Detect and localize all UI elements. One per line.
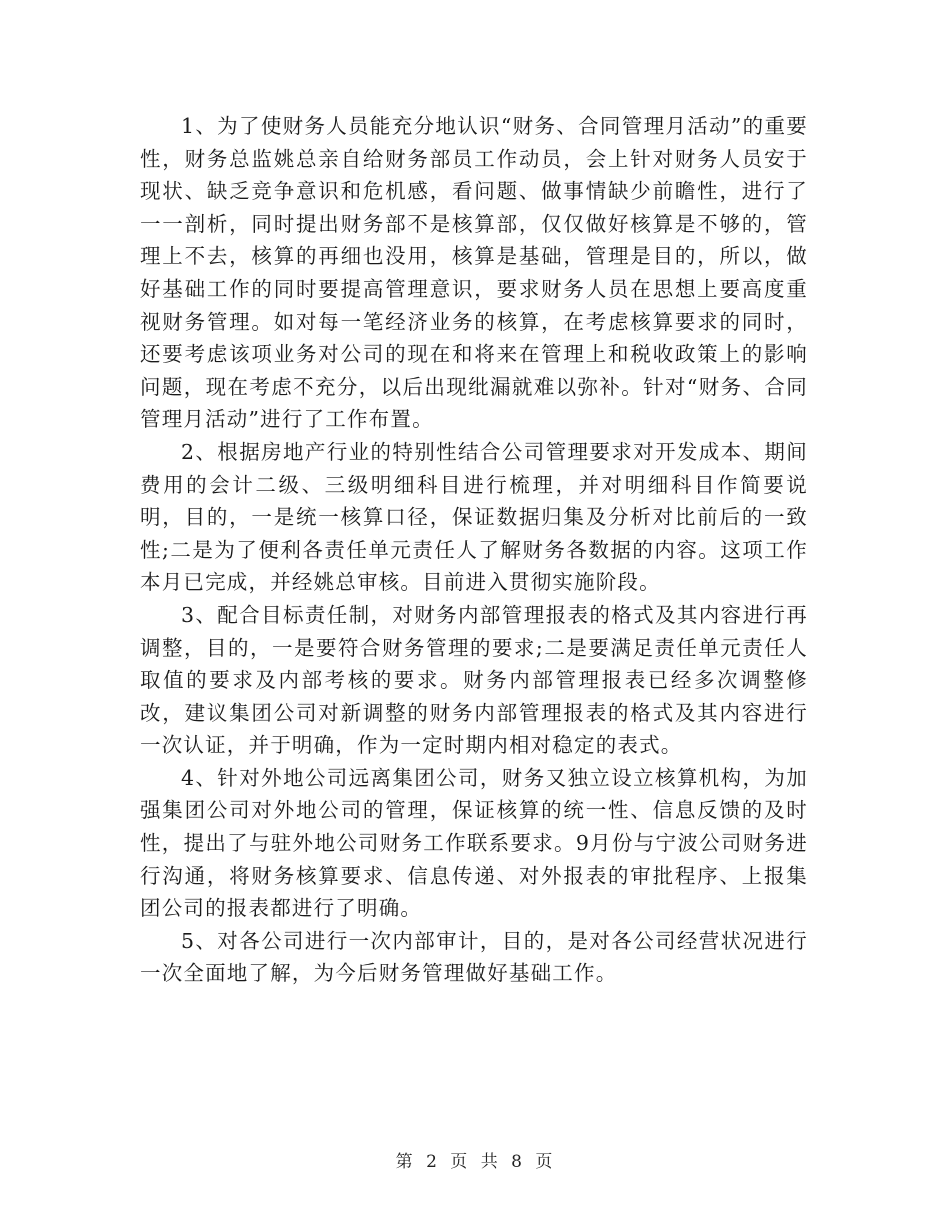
footer-suffix: 页: [535, 1152, 555, 1172]
document-body: [140, 110, 808, 990]
paragraph-3: 3、配合目标责任制，对财务内部管理报表的格式及其内容进行再调整，目的，一是要符合财务管理的要求;二是要满足责任单元责任人取值的要求及内部考核的要求。财务内部管理报表已经多次调整修改，建议集团公司对新调整的财务内部管理报表的格式及其内容进行一次认证，并于明确，作为一定时期内相对稳定的表式。: [140, 602, 808, 758]
paragraph-1: 1、为了使财务人员能充分地认识“财务、合同管理月活动”的重要性，财务总监姚总亲自给财务部员工作动员，会上针对财务人员安于现状、缺乏竞争意识和危机感，看问题、做事情缺少前瞻性，进行了一一剖析，同时提出财务部不是核算部，仅仅做好核算是不够的，管理上不去，核算的再细也没用，核算是基础，管理是目的，所以，做好基础工作的同时要提高管理意识，要求财务人员在思想上要高度重视财务管理。如对每一笔经济业务的核算，在考虑核算要求的同时，还要考虑该项业务对公司的现在和将来在管理上和税收政策上的影响问题，现在考虑不充分，以后出现纰漏就难以弥补。针对“财务、合同管理月活动”进行了工作布置。: [140, 114, 808, 432]
footer-page-number: 2: [426, 1152, 439, 1172]
paragraph-5: 5、对各公司进行一次内部审计，目的，是对各公司经营状况进行一次全面地了解，为今后财务管理做好基础工作。: [140, 928, 808, 986]
footer-total-pages: 8: [511, 1152, 524, 1172]
page-footer: [0, 1147, 950, 1172]
paragraph-2: 2、根据房地产行业的特别性结合公司管理要求对开发成本、期间费用的会计二级、三级明细科目进行梳理，并对明细科目作简要说明，目的，一是统一核算口径，保证数据归集及分析对比前后的一致性;二是为了便利各责任单元责任人了解财务各数据的内容。这项工作本月已完成，并经姚总审核。目前进入贯彻实施阶段。: [140, 439, 808, 595]
footer-middle: 页 共: [450, 1152, 500, 1172]
paragraph-4: 4、针对外地公司远离集团公司，财务又独立设立核算机构，为加强集团公司对外地公司的管理，保证核算的统一性、信息反馈的及时性，提出了与驻外地公司财务工作联系要求。9月份与宁波公司财务进行沟通，将财务核算要求、信息传递、对外报表的审批程序、上报集团公司的报表都进行了明确。: [140, 765, 808, 921]
footer-prefix: 第: [395, 1152, 415, 1172]
